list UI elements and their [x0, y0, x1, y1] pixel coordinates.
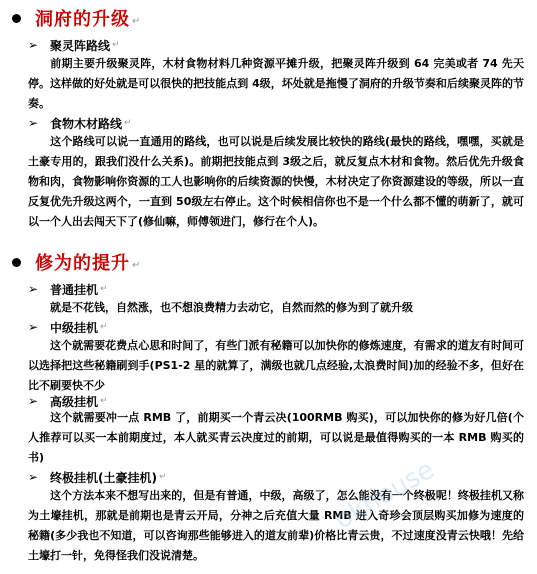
subheading-2-1 [28, 280, 108, 298]
subheading-1-2 [28, 114, 132, 132]
arrow-bullet-icon: ➢ [28, 116, 39, 130]
paragraph-2-2 [28, 336, 524, 396]
subheading-label: 终极挂机(土豪挂机) [50, 470, 157, 485]
subheading-label: 中级挂机 [50, 320, 99, 335]
section-title: 修为的提升 [35, 253, 130, 274]
paragraph-text: 这个路线可以说一直通用的路线，也可以说是后续发展比较快的路线(最快的路线，嘿嘿，买就是土豪专用的，跟我们没什么关系)。前期把技能点到 3级之后，就反复点木材和食物。然后优先升级食物和肉，食物影响你资源的工人也影响你的后续资源的快慢，木材决定了你资源建设的等级，所以一直反复优先升级这两个，一直到 50级左右停止。这个时候相信你也不是一个什么都不懂的萌新了，就可以一个人出去闯天下了(修仙嘛，师傅领进门，修行在个人)。 [28, 135, 524, 228]
section-heading-2 [10, 248, 141, 276]
subheading-1-1 [28, 36, 120, 54]
section-heading-1 [10, 4, 141, 32]
paragraph-1-1 [28, 54, 524, 114]
arrow-bullet-icon: ➢ [28, 320, 39, 334]
arrow-bullet-icon: ➢ [28, 394, 39, 408]
subheading-2-2 [28, 318, 108, 336]
paragraph-2-1 [28, 298, 524, 318]
subheading-label: 食物木材路线 [50, 116, 123, 131]
paragraph-1-2 [28, 132, 524, 232]
section-title: 洞府的升级 [35, 9, 130, 30]
arrow-bullet-icon: ➢ [28, 470, 39, 484]
subheading-label: 聚灵阵路线 [50, 38, 111, 53]
paragraph-mark-icon: ↵ [100, 284, 108, 294]
paragraph-mark-icon: ↵ [158, 472, 167, 482]
bullet-dot-icon [12, 258, 21, 267]
paragraph-text: 就是不花钱，自然涨，也不想浪费精力去动它，自然而然的修为到了就升级 [50, 301, 413, 314]
watermark: okhouse [329, 454, 440, 536]
paragraph-mark-icon: ↵ [100, 396, 108, 406]
paragraph-text: 这个方法本来不想写出来的，但是有普通，中级，高级了，怎么能没有一个终极呢！终极挂机又称为土壕挂机，那就是前期也是青云开局，分神之后充值大量 RMB 进入奇珍会顶层购买加修为速度的秘籍(多少我也不知道，可以咨询那些能够进入的道友前辈)价格比青云贵，不过速度没青云快哦！先给土壕打一针，免得怪我们没说清楚。 [28, 489, 524, 562]
subheading-label: 普通挂机 [50, 282, 99, 297]
paragraph-mark-icon: ↵ [132, 259, 142, 271]
paragraph-text: 前期主要升级聚灵阵，木材食物材料几种资源平摊升级，把聚灵阵升级到 64 完美或者 74 先天停。这样做的好处就是可以很快的把技能点到 4级，坏处就是拖慢了洞府的升级节奏和后续聚灵阵的节奏。 [28, 57, 524, 110]
paragraph-mark-icon: ↵ [100, 322, 108, 332]
paragraph-text: 这个就需要花费点心思和时间了，有些门派有秘籍可以加快你的修炼速度，有需求的道友有时间可以选择把这些秘籍刷到手(PS1-2 星的就算了，满级也就几点经验,太浪费时间)加的经验不多，但好在比不刷要快不少 [28, 339, 524, 392]
paragraph-2-3 [28, 408, 524, 468]
paragraph-text: 这个就需要冲一点 RMB 了，前期买一个青云决(100RMB 购买)，可以加快你的修为好几倍(个人推荐可以买一本前期度过，本人就买青云决度过的前期，可以说是最值得购买的一本 RMB 购买的书) [28, 411, 524, 464]
bullet-dot-icon [12, 14, 21, 23]
paragraph-mark-icon: ↵ [132, 15, 142, 27]
paragraph-mark-icon: ↵ [112, 40, 120, 50]
subheading-label: 高级挂机 [50, 394, 99, 409]
paragraph-2-4 [28, 486, 524, 566]
arrow-bullet-icon: ➢ [28, 282, 39, 296]
arrow-bullet-icon: ➢ [28, 38, 39, 52]
subheading-2-4 [28, 468, 167, 486]
paragraph-mark-icon: ↵ [124, 118, 132, 128]
